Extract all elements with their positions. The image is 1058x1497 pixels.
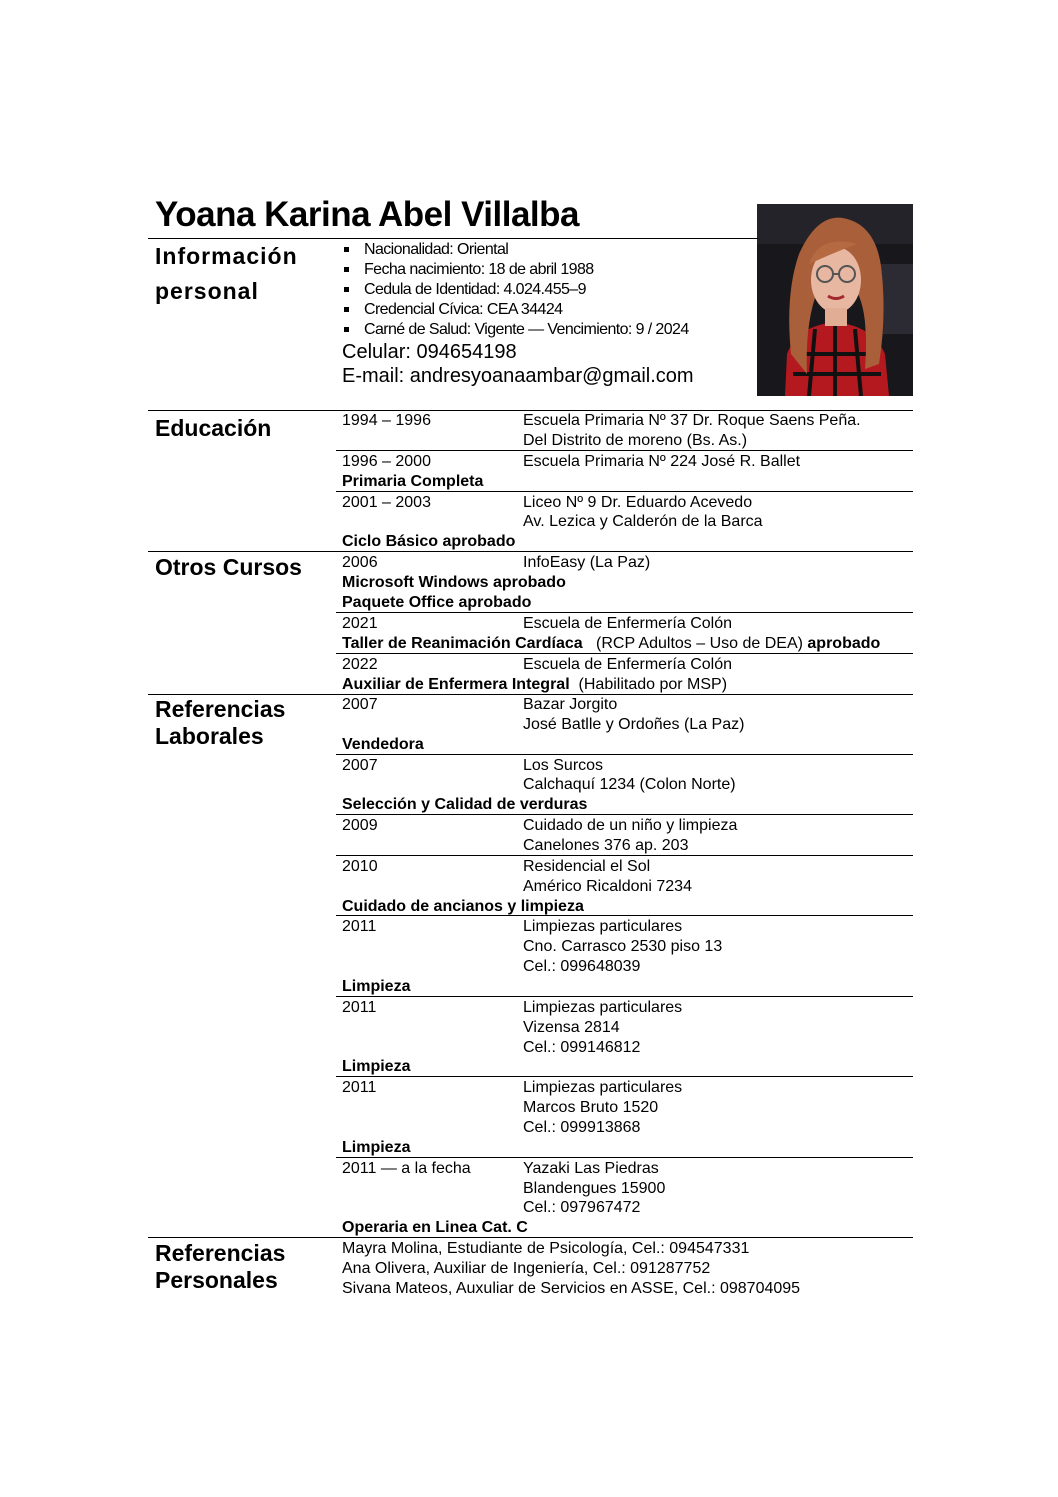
row-divider <box>336 1157 913 1158</box>
work-role: Limpieza <box>342 1058 411 1075</box>
work-period: 2009 <box>342 817 378 834</box>
row-divider <box>336 491 913 492</box>
profile-photo <box>757 204 913 396</box>
row-divider <box>336 915 913 916</box>
row-divider <box>336 612 913 613</box>
work-address: Cno. Carrasco 2530 piso 13 <box>523 938 723 955</box>
course-note-bold: Auxiliar de Enfermera Integral <box>342 676 570 693</box>
work-address: Marcos Bruto 1520 <box>523 1099 659 1116</box>
course-note-bold: aprobado <box>807 635 881 652</box>
course-period: 2006 <box>342 554 378 571</box>
row-divider <box>336 754 913 755</box>
courses-section-title: Otros Cursos <box>155 554 302 580</box>
work-section-title <box>155 696 285 750</box>
work-role: Cuidado de ancianos y limpieza <box>342 898 584 915</box>
section-divider <box>148 1237 913 1238</box>
list-item: Credencial Cívica: CEA 34424 <box>342 300 689 320</box>
list-item: Fecha nacimiento: 18 de abril 1988 <box>342 260 689 280</box>
education-detail: Del Distrito de moreno (Bs. As.) <box>523 432 748 449</box>
work-phone: Cel.: 099146812 <box>523 1039 641 1056</box>
education-period: 1996 – 2000 <box>342 453 431 470</box>
row-divider <box>336 855 913 856</box>
work-place: Los Surcos <box>523 757 604 774</box>
row-divider <box>336 996 913 997</box>
course-note: Microsoft Windows aprobado <box>342 574 566 591</box>
work-place: Residencial el Sol <box>523 858 651 875</box>
education-school: Escuela Primaria Nº 224 José R. Ballet <box>523 453 801 470</box>
work-title-line1: Referencias <box>155 696 286 722</box>
work-address: Calchaquí 1234 (Colon Norte) <box>523 776 736 793</box>
email: E-mail: andresyoanaambar@gmail.com <box>342 365 694 387</box>
row-divider <box>336 1076 913 1077</box>
course-note <box>342 634 880 654</box>
work-period: 2011 — a la fecha <box>342 1160 471 1177</box>
section-divider <box>148 551 913 552</box>
work-role: Operaria en Linea Cat. C <box>342 1219 528 1236</box>
course-period: 2021 <box>342 615 378 632</box>
work-phone: Cel.: 099648039 <box>523 958 641 975</box>
list-item: Cedula de Identidad: 4.024.455–9 <box>342 280 689 300</box>
course-note-bold: Taller de Reanimación Cardíaca <box>342 635 583 652</box>
list-item: Carné de Salud: Vigente — Vencimiento: 9 / 2024 <box>342 320 689 340</box>
course-institution: InfoEasy (La Paz) <box>523 554 651 571</box>
personal-title-line1: Información <box>155 243 298 269</box>
reference-line: Sivana Mateos, Auxuliar de Servicios en ASSE, Cel.: 098704095 <box>342 1280 801 1297</box>
education-period: 2001 – 2003 <box>342 494 431 511</box>
candidate-name: Yoana Karina Abel Villalba <box>155 195 580 234</box>
work-address: Canelones 376 ap. 203 <box>523 837 689 854</box>
course-note <box>342 675 727 695</box>
work-place: Yazaki Las Piedras <box>523 1160 659 1177</box>
work-period: 2011 <box>342 999 377 1016</box>
education-school: Escuela Primaria Nº 37 Dr. Roque Saens Peña. <box>523 412 861 429</box>
work-address: Blandengues 15900 <box>523 1180 666 1197</box>
work-phone: Cel.: 099913868 <box>523 1119 641 1136</box>
reference-line: Mayra Molina, Estudiante de Psicología, Cel.: 094547331 <box>342 1240 750 1257</box>
personal-section-title <box>155 239 298 309</box>
course-note: Paquete Office aprobado <box>342 594 532 611</box>
profile-photo-illustration <box>757 204 913 396</box>
work-address: José Batlle y Ordoñes (La Paz) <box>523 716 745 733</box>
course-note-plain: (Habilitado por MSP) <box>578 676 728 693</box>
course-note-plain: (RCP Adultos – Uso de DEA) <box>596 635 803 652</box>
row-divider <box>336 653 913 654</box>
education-note: Ciclo Básico aprobado <box>342 533 516 550</box>
work-address: Vizensa 2814 <box>523 1019 620 1036</box>
course-institution: Escuela de Enfermería Colón <box>523 615 732 632</box>
work-period: 2010 <box>342 858 378 875</box>
work-place: Limpiezas particulares <box>523 1079 683 1096</box>
references-title-line1: Referencias <box>155 1240 286 1266</box>
course-period: 2022 <box>342 656 378 673</box>
work-place: Limpiezas particulares <box>523 918 683 935</box>
work-role: Limpieza <box>342 978 411 995</box>
personal-title-line2: personal <box>155 278 259 304</box>
work-phone: Cel.: 097967472 <box>523 1199 641 1216</box>
reference-line: Ana Olivera, Auxiliar de Ingeniería, Cel.: 091287752 <box>342 1260 711 1277</box>
row-divider <box>336 814 913 815</box>
row-divider <box>336 450 913 451</box>
list-item: Nacionalidad: Oriental <box>342 240 689 260</box>
work-role: Vendedora <box>342 736 424 753</box>
references-section-title <box>155 1240 285 1294</box>
work-place: Cuidado de un niño y limpieza <box>523 817 738 834</box>
education-period: 1994 – 1996 <box>342 412 431 429</box>
work-period: 2011 <box>342 1079 377 1096</box>
work-address: Américo Ricaldoni 7234 <box>523 878 692 895</box>
work-place: Limpiezas particulares <box>523 999 683 1016</box>
work-title-line2: Laborales <box>155 723 264 749</box>
work-role: Selección y Calidad de verduras <box>342 796 588 813</box>
course-institution: Escuela de Enfermería Colón <box>523 656 732 673</box>
education-section-title: Educación <box>155 415 272 441</box>
work-role: Limpieza <box>342 1139 411 1156</box>
phone: Celular: 094654198 <box>342 341 517 363</box>
education-school: Liceo Nº 9 Dr. Eduardo Acevedo <box>523 494 753 511</box>
work-place: Bazar Jorgito <box>523 696 618 713</box>
work-period: 2011 <box>342 918 377 935</box>
work-period: 2007 <box>342 696 378 713</box>
education-detail: Av. Lezica y Calderón de la Barca <box>523 513 763 530</box>
work-period: 2007 <box>342 757 378 774</box>
personal-info-list <box>342 240 689 340</box>
references-title-line2: Personales <box>155 1267 278 1293</box>
education-note: Primaria Completa <box>342 473 484 490</box>
